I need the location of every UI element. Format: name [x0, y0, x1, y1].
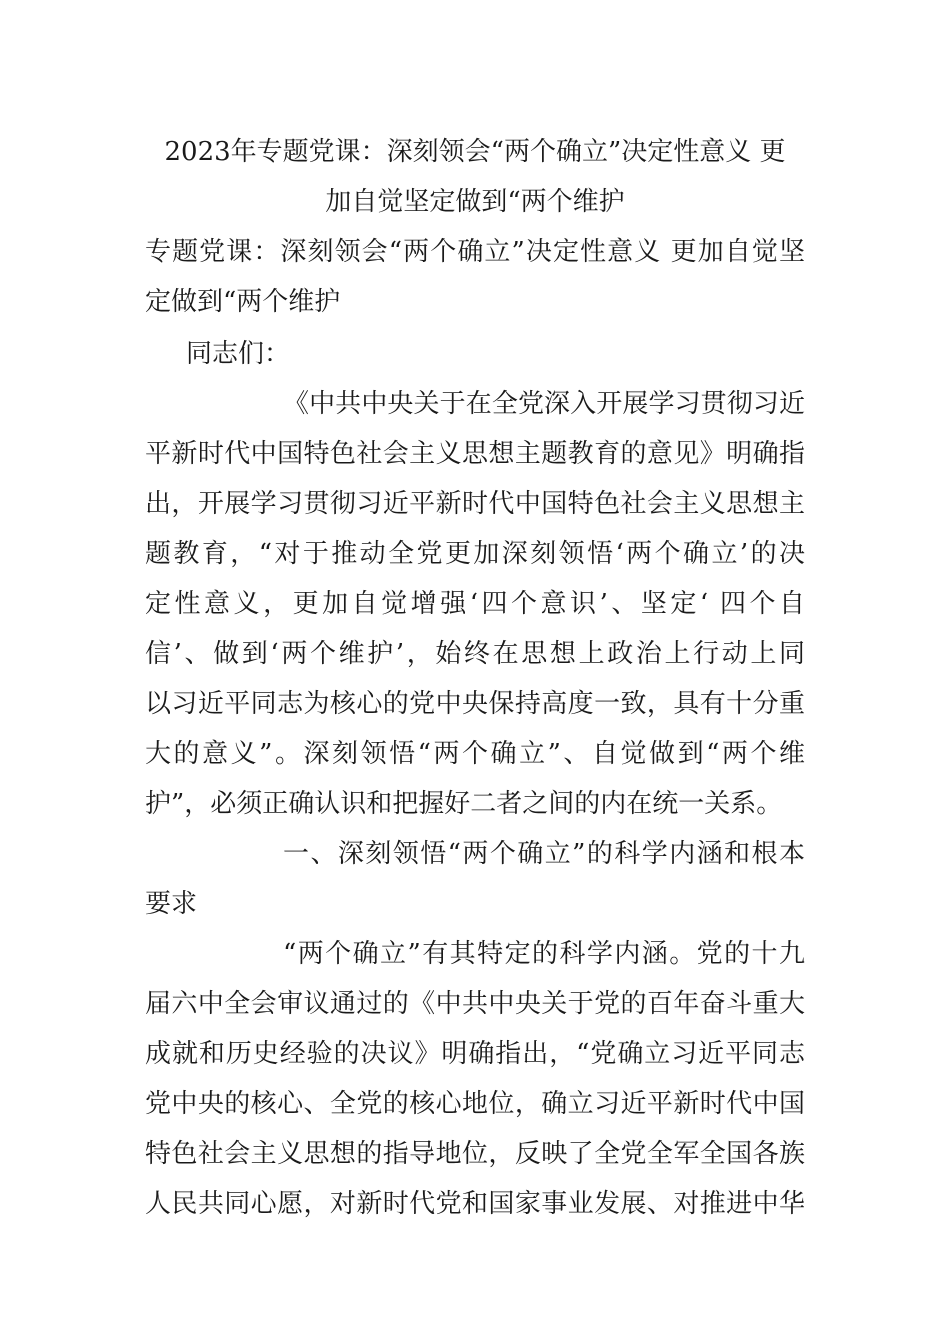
- paragraph-1-line: 定性意义，更加自觉增强‘四个意识’、坚定‘ 四个自: [145, 589, 805, 619]
- paragraph-2-line: 届六中全会审议通过的《中共中央关于党的百年奋斗重大: [145, 989, 805, 1019]
- document-title-line-2: 加自觉坚定做到“两个维护: [325, 187, 625, 217]
- paragraph-1-line: 信’、做到‘两个维护’，始终在思想上政治上行动上同: [145, 639, 805, 669]
- paragraph-2-line: 特色社会主义思想的指导地位，反映了全党全军全国各族: [145, 1139, 805, 1169]
- section-heading-1-line: 要求: [145, 889, 198, 919]
- paragraph-2-line: 成就和历史经验的决议》明确指出，“党确立习近平同志: [145, 1039, 805, 1069]
- paragraph-2-line: 人民共同心愿，对新时代党和国家事业发展、对推进中华: [145, 1189, 805, 1219]
- section-heading-1-line: 一、深刻领悟“两个确立”的科学内涵和根本: [283, 839, 805, 869]
- document-subtitle-line-2: 定做到“两个维护: [145, 287, 341, 317]
- document-subtitle-line-1: 专题党课：深刻领会“两个确立”决定性意义 更加自觉坚: [145, 237, 805, 267]
- greeting: 同志们：: [186, 339, 291, 369]
- paragraph-1-line: 《中共中央关于在全党深入开展学习贯彻习近: [283, 389, 805, 419]
- document-title-line-1: 2023年专题党课：深刻领会“两个确立”决定性意义 更: [164, 137, 786, 167]
- paragraph-1-line: 以习近平同志为核心的党中央保持高度一致，具有十分重: [145, 689, 805, 719]
- paragraph-1-line: 出，开展学习贯彻习近平新时代中国特色社会主义思想主: [145, 489, 805, 519]
- paragraph-1-line: 平新时代中国特色社会主义思想主题教育的意见》明确指: [145, 439, 805, 469]
- paragraph-1-line: 护”，必须正确认识和把握好二者之间的内在统一关系。: [145, 789, 783, 819]
- paragraph-1-line: 题教育，“对于推动全党更加深刻领悟‘两个确立’的决: [145, 539, 805, 569]
- paragraph-2-line: 党中央的核心、全党的核心地位，确立习近平新时代中国: [145, 1089, 805, 1119]
- paragraph-2-line: “两个确立”有其特定的科学内涵。党的十九: [283, 939, 805, 969]
- paragraph-1-line: 大的意义”。深刻领悟“两个确立”、自觉做到“两个维: [145, 739, 805, 769]
